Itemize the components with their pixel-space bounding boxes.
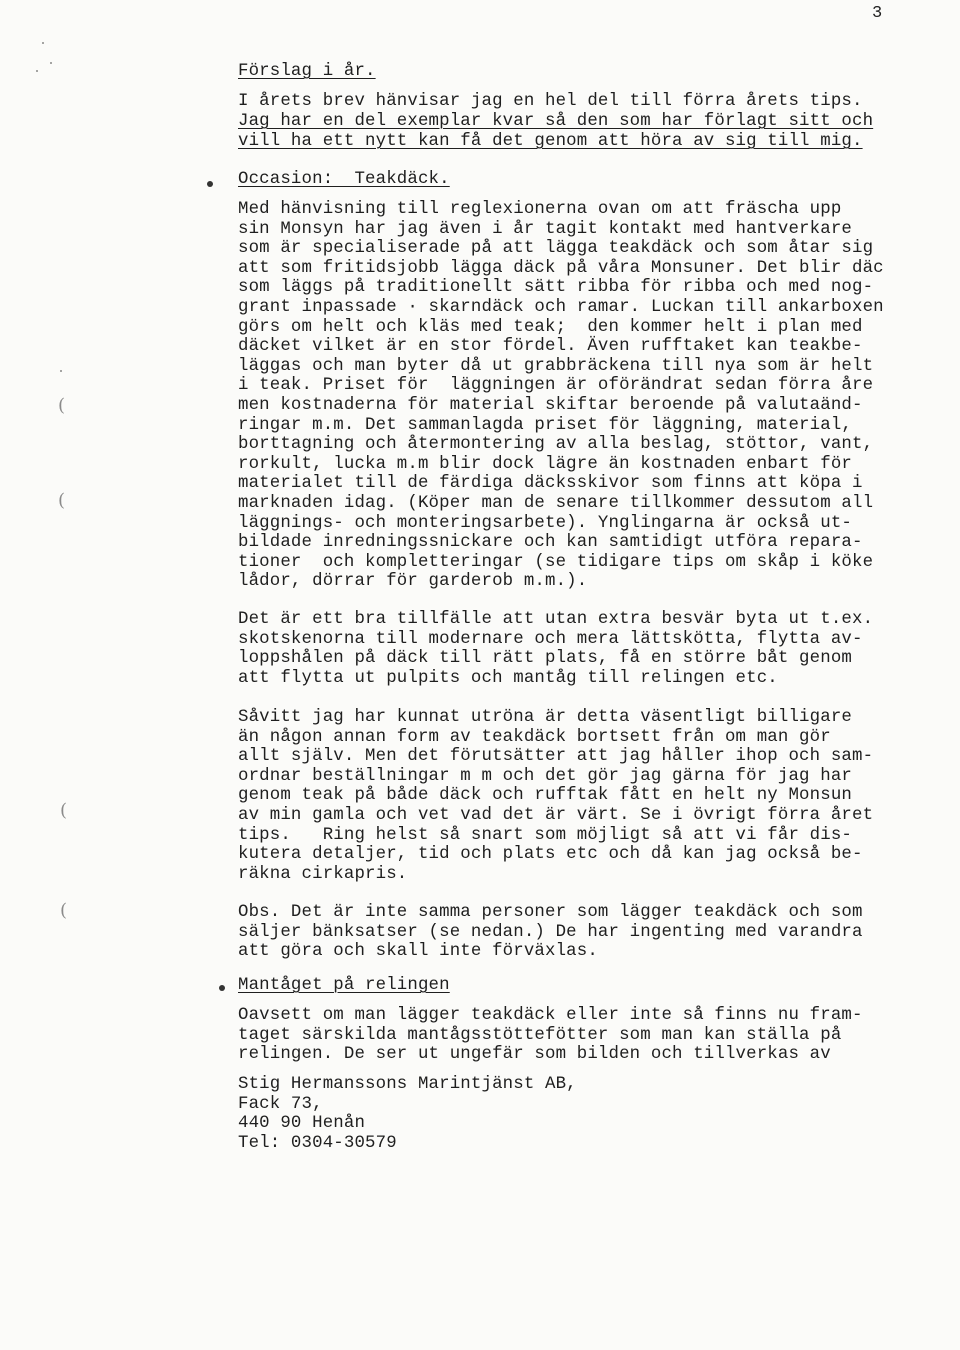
paragraph-4-line: att göra och skall inte förväxlas. [238, 942, 598, 962]
paragraph-3-line: allt själv. Men det förutsätter att jag håller ihop och sam- [238, 747, 874, 767]
paragraph-3-line: ordnar beställningar m m och det gör jag gärna för jag har [238, 766, 852, 786]
intro-line: Jag har en del exemplar kvar så den som har förlagt sitt och [238, 112, 874, 131]
occasion-line: grant inpassade · skarndäck och ramar. Luckan till ankarboxen [238, 298, 884, 317]
occasion-heading: Occasion: Teakdäck. [238, 170, 450, 189]
bullet-icon [219, 985, 225, 991]
page-number: 3 [872, 4, 883, 23]
occasion-line: sin Monsyn har jag även i år tagit kontakt med hantverkare [238, 219, 852, 239]
mantag-line: Oavsett om man lägger teakdäck eller inte så finns nu fram- [238, 1006, 863, 1025]
occasion-line: däcket vilket är en stor fördel. Även rufftaket kan teakbe- [238, 337, 863, 357]
paragraph-2-line: att flytta ut pulpits och mantåg till relingen etc. [238, 668, 778, 688]
paragraph-3-line: räkna cirkapris. [238, 864, 408, 884]
binding-mark: ( [58, 490, 66, 511]
paragraph-3-line: tips. Ring helst så snart som möjligt så att vi får dis- [238, 825, 852, 845]
paragraph-4-line: säljer bänksatser (se nedan.) De har ingenting med varandra [238, 922, 863, 942]
occasion-line: görs om helt och kläs med teak; den kommer helt i plan med [238, 317, 863, 337]
occasion-line: i teak. Priset för läggningen är oförändrat sedan förra åre [238, 376, 874, 396]
paragraph-2-line: Det är ett bra tillfälle att utan extra besvär byta ut t.ex. [238, 610, 874, 629]
occasion-line: Med hänvisning till reglexionerna ovan om att fräscha upp [238, 200, 842, 219]
paragraph-3-line: av min gamla och vet vad det är värt. Se i övrigt förra året [238, 806, 874, 825]
speck [36, 70, 38, 72]
address-line: 440 90 Henån [238, 1114, 366, 1134]
paragraph-2-line: loppshålen på däck till rätt plats, få en större båt genom [238, 649, 852, 669]
speck [50, 62, 52, 64]
paragraph-3-line: kutera detaljer, tid och plats etc och då kan jag också be- [238, 845, 863, 865]
paragraph-4-line: Obs. Det är inte samma personer som lägger teakdäck och som [238, 903, 863, 922]
occasion-line: bildade inredningssnickare och kan samtidigt utföra repara- [238, 533, 863, 553]
occasion-line: ringar m.m. Det sammanlagda priset för läggning, material, [238, 415, 852, 435]
occasion-line: läggnings- och monteringsarbete). Ynglingarna är också ut- [238, 513, 852, 533]
paragraph-3-line: genom teak på både däck och rufftak fått en helt ny Monsun [238, 786, 852, 806]
mantag-line: relingen. De ser ut ungefär som bilden och tillverkas av [238, 1045, 831, 1065]
binding-mark: ( [58, 395, 66, 416]
mantag-line: taget särskilda mantågsstöttefötter som man kan ställa på [238, 1025, 842, 1045]
binding-mark: ( [60, 800, 68, 821]
occasion-line: marknaden idag. (Köper man de senare tillkommer dessutom all [238, 494, 874, 513]
mantag-heading: Mantåget på relingen [238, 976, 450, 995]
bullet-icon [207, 181, 213, 187]
occasion-line: men kostnaderna för material skiftar beroende på valutaänd- [238, 396, 863, 415]
occasion-line: som läggs på traditionellt sätt ribba för ribba och med nog- [238, 278, 874, 298]
paragraph-3-line: än någon annan form av teakdäck bortsett från om man gör [238, 727, 831, 747]
paragraph-2-line: skotskenorna till modernare och mera lättskötta, flytta av- [238, 629, 863, 649]
occasion-line: tioner och kompletteringar (se tidigare tips om skåp i köke [238, 552, 874, 572]
intro-line: vill ha ett nytt kan få det genom att höra av sig till mig. [238, 132, 863, 151]
intro-heading: Förslag i år. [238, 62, 376, 81]
address-line: Stig Hermanssons Marintjänst AB, [238, 1075, 577, 1094]
intro-line: I årets brev hänvisar jag en hel del till förra årets tips. [238, 92, 863, 111]
occasion-line: materialet till de färdiga däcksskivor som finns att köpa i [238, 474, 863, 494]
address-line: Fack 73, [238, 1094, 323, 1114]
occasion-line: lådor, dörrar för garderob m.m.). [238, 572, 588, 592]
speck [60, 370, 62, 372]
address-line: Tel: 0304-30579 [238, 1133, 397, 1153]
occasion-line: som är specialiserade på att lägga teakdäck och som åtar sig [238, 239, 874, 259]
occasion-line: läggas och man byter då ut grabbräckena till nya som är helt [238, 356, 874, 376]
speck [42, 42, 44, 44]
occasion-line: borttagning och återmontering av alla beslag, stöttor, vant, [238, 435, 874, 455]
paragraph-3-line: Såvitt jag har kunnat utröna är detta väsentligt billigare [238, 708, 852, 727]
occasion-line: rorkult, lucka m.m blir dock lägre än kostnaden enbart för [238, 454, 852, 474]
binding-mark: ( [60, 900, 68, 921]
occasion-line: att som fritidsjobb lägga däck på våra Monsuner. Det blir däc [238, 258, 884, 278]
